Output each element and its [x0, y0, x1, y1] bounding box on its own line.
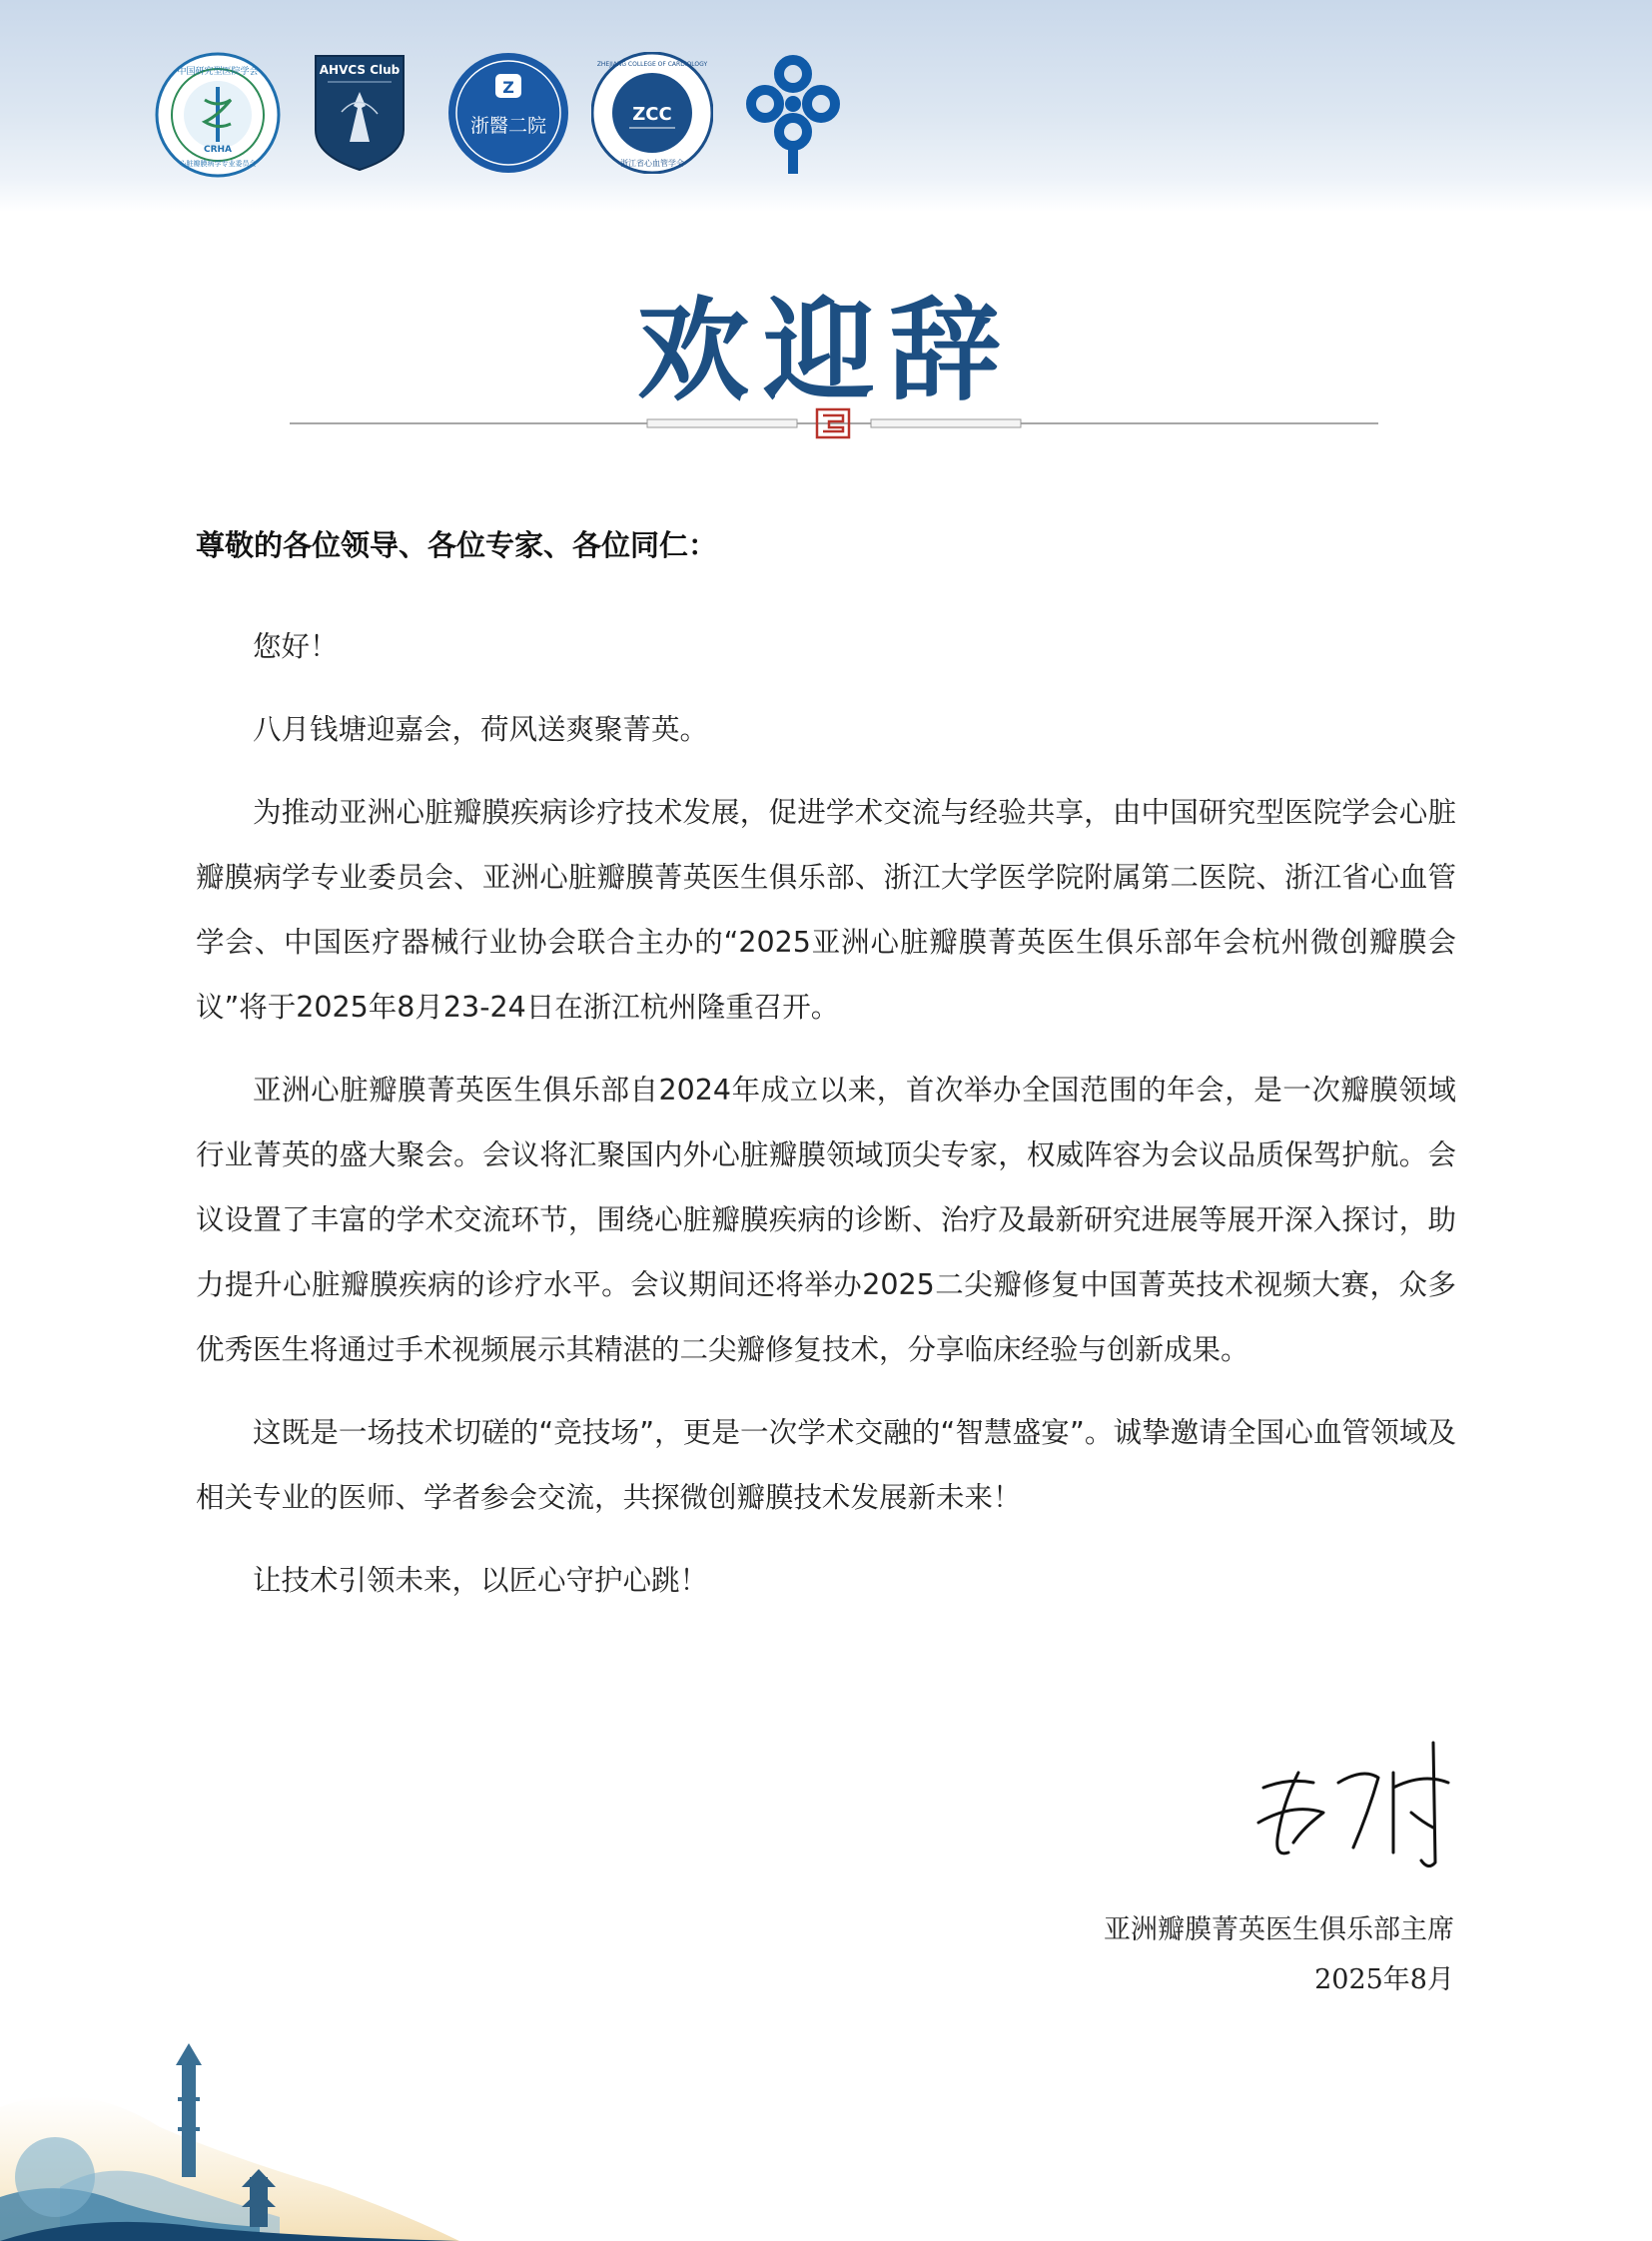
svg-text:AHVCS Club: AHVCS Club	[319, 63, 401, 77]
crha-logo	[155, 52, 281, 178]
svg-text:心脏瓣膜病学专业委员会: 心脏瓣膜病学专业委员会	[179, 160, 257, 168]
letter-body	[196, 614, 1456, 1631]
svg-text:ZCC: ZCC	[632, 104, 672, 125]
signature-title: 亚洲瓣膜菁英医生俱乐部主席	[1104, 1914, 1454, 1945]
svg-text:浙醫二院: 浙醫二院	[469, 115, 547, 137]
svg-text:浙江省心血管学会: 浙江省心血管学会	[620, 159, 684, 168]
closing-paragraph: 让技术引领未来，以匠心守护心跳！	[253, 1564, 709, 1597]
svg-text:Z: Z	[502, 78, 514, 97]
handwritten-signature	[1243, 1733, 1473, 1882]
camda-logo	[743, 52, 843, 176]
greeting-paragraph: 您好！	[253, 630, 339, 663]
svg-text:CRHA: CRHA	[203, 145, 233, 155]
svg-text:ZHEJIANG COLLEGE OF CARDIOLOGY: ZHEJIANG COLLEGE OF CARDIOLOGY	[596, 61, 708, 68]
page-title: 欢迎辞	[637, 286, 1015, 416]
zcc-logo	[591, 52, 713, 174]
ahvcs-club-logo	[312, 52, 408, 172]
invitation-paragraph: 这既是一场技术切磋的“竞技场”，更是一次学术交融的“智慧盛宴”。诚挚邀请全国心血管领域及相关专业的医师、学者参会交流，共探微创瓣膜技术发展新未来！	[196, 1416, 1457, 1514]
intro-paragraph: 为推动亚洲心脏瓣膜疾病诊疗技术发展，促进学术交流与经验共享，由中国研究型医院学会心脏瓣膜病学专业委员会、亚洲心脏瓣膜菁英医生俱乐部、浙江大学医学院附属第二医院、浙江省心血管学会、中国医疗器械行业协会联合主办的“2025亚洲心脏瓣膜菁英医生俱乐部年会杭州微创瓣膜会议”将于2025年8月23-24日在浙江杭州隆重召开。	[196, 796, 1456, 1024]
title-divider	[290, 407, 1378, 447]
salutation: 尊敬的各位领导、各位专家、各位同仁：	[196, 528, 718, 562]
poem-paragraph: 八月钱塘迎嘉会，荷风送爽聚菁英。	[253, 713, 709, 746]
landscape-decoration	[0, 2037, 459, 2241]
signature-date: 2025年8月	[1314, 1964, 1454, 1995]
zju-second-hospital-logo	[447, 52, 569, 174]
svg-text:中国研究型医院学会: 中国研究型医院学会	[177, 67, 259, 77]
club-paragraph: 亚洲心脏瓣膜菁英医生俱乐部自2024年成立以来，首次举办全国范围的年会，是一次瓣膜领域行业菁英的盛大聚会。会议将汇聚国内外心脏瓣膜领域顶尖专家，权威阵容为会议品质保驾护航。会议设置了丰富的学术交流环节，围绕心脏瓣膜疾病的诊断、治疗及最新研究进展等展开深入探讨，助力提升心脏瓣膜疾病的诊疗水平。会议期间还将举办2025二尖瓣修复中国菁英技术视频大赛，众多优秀医生将通过手术视频展示其精湛的二尖瓣修复技术，分享临床经验与创新成果。	[196, 1074, 1456, 1366]
